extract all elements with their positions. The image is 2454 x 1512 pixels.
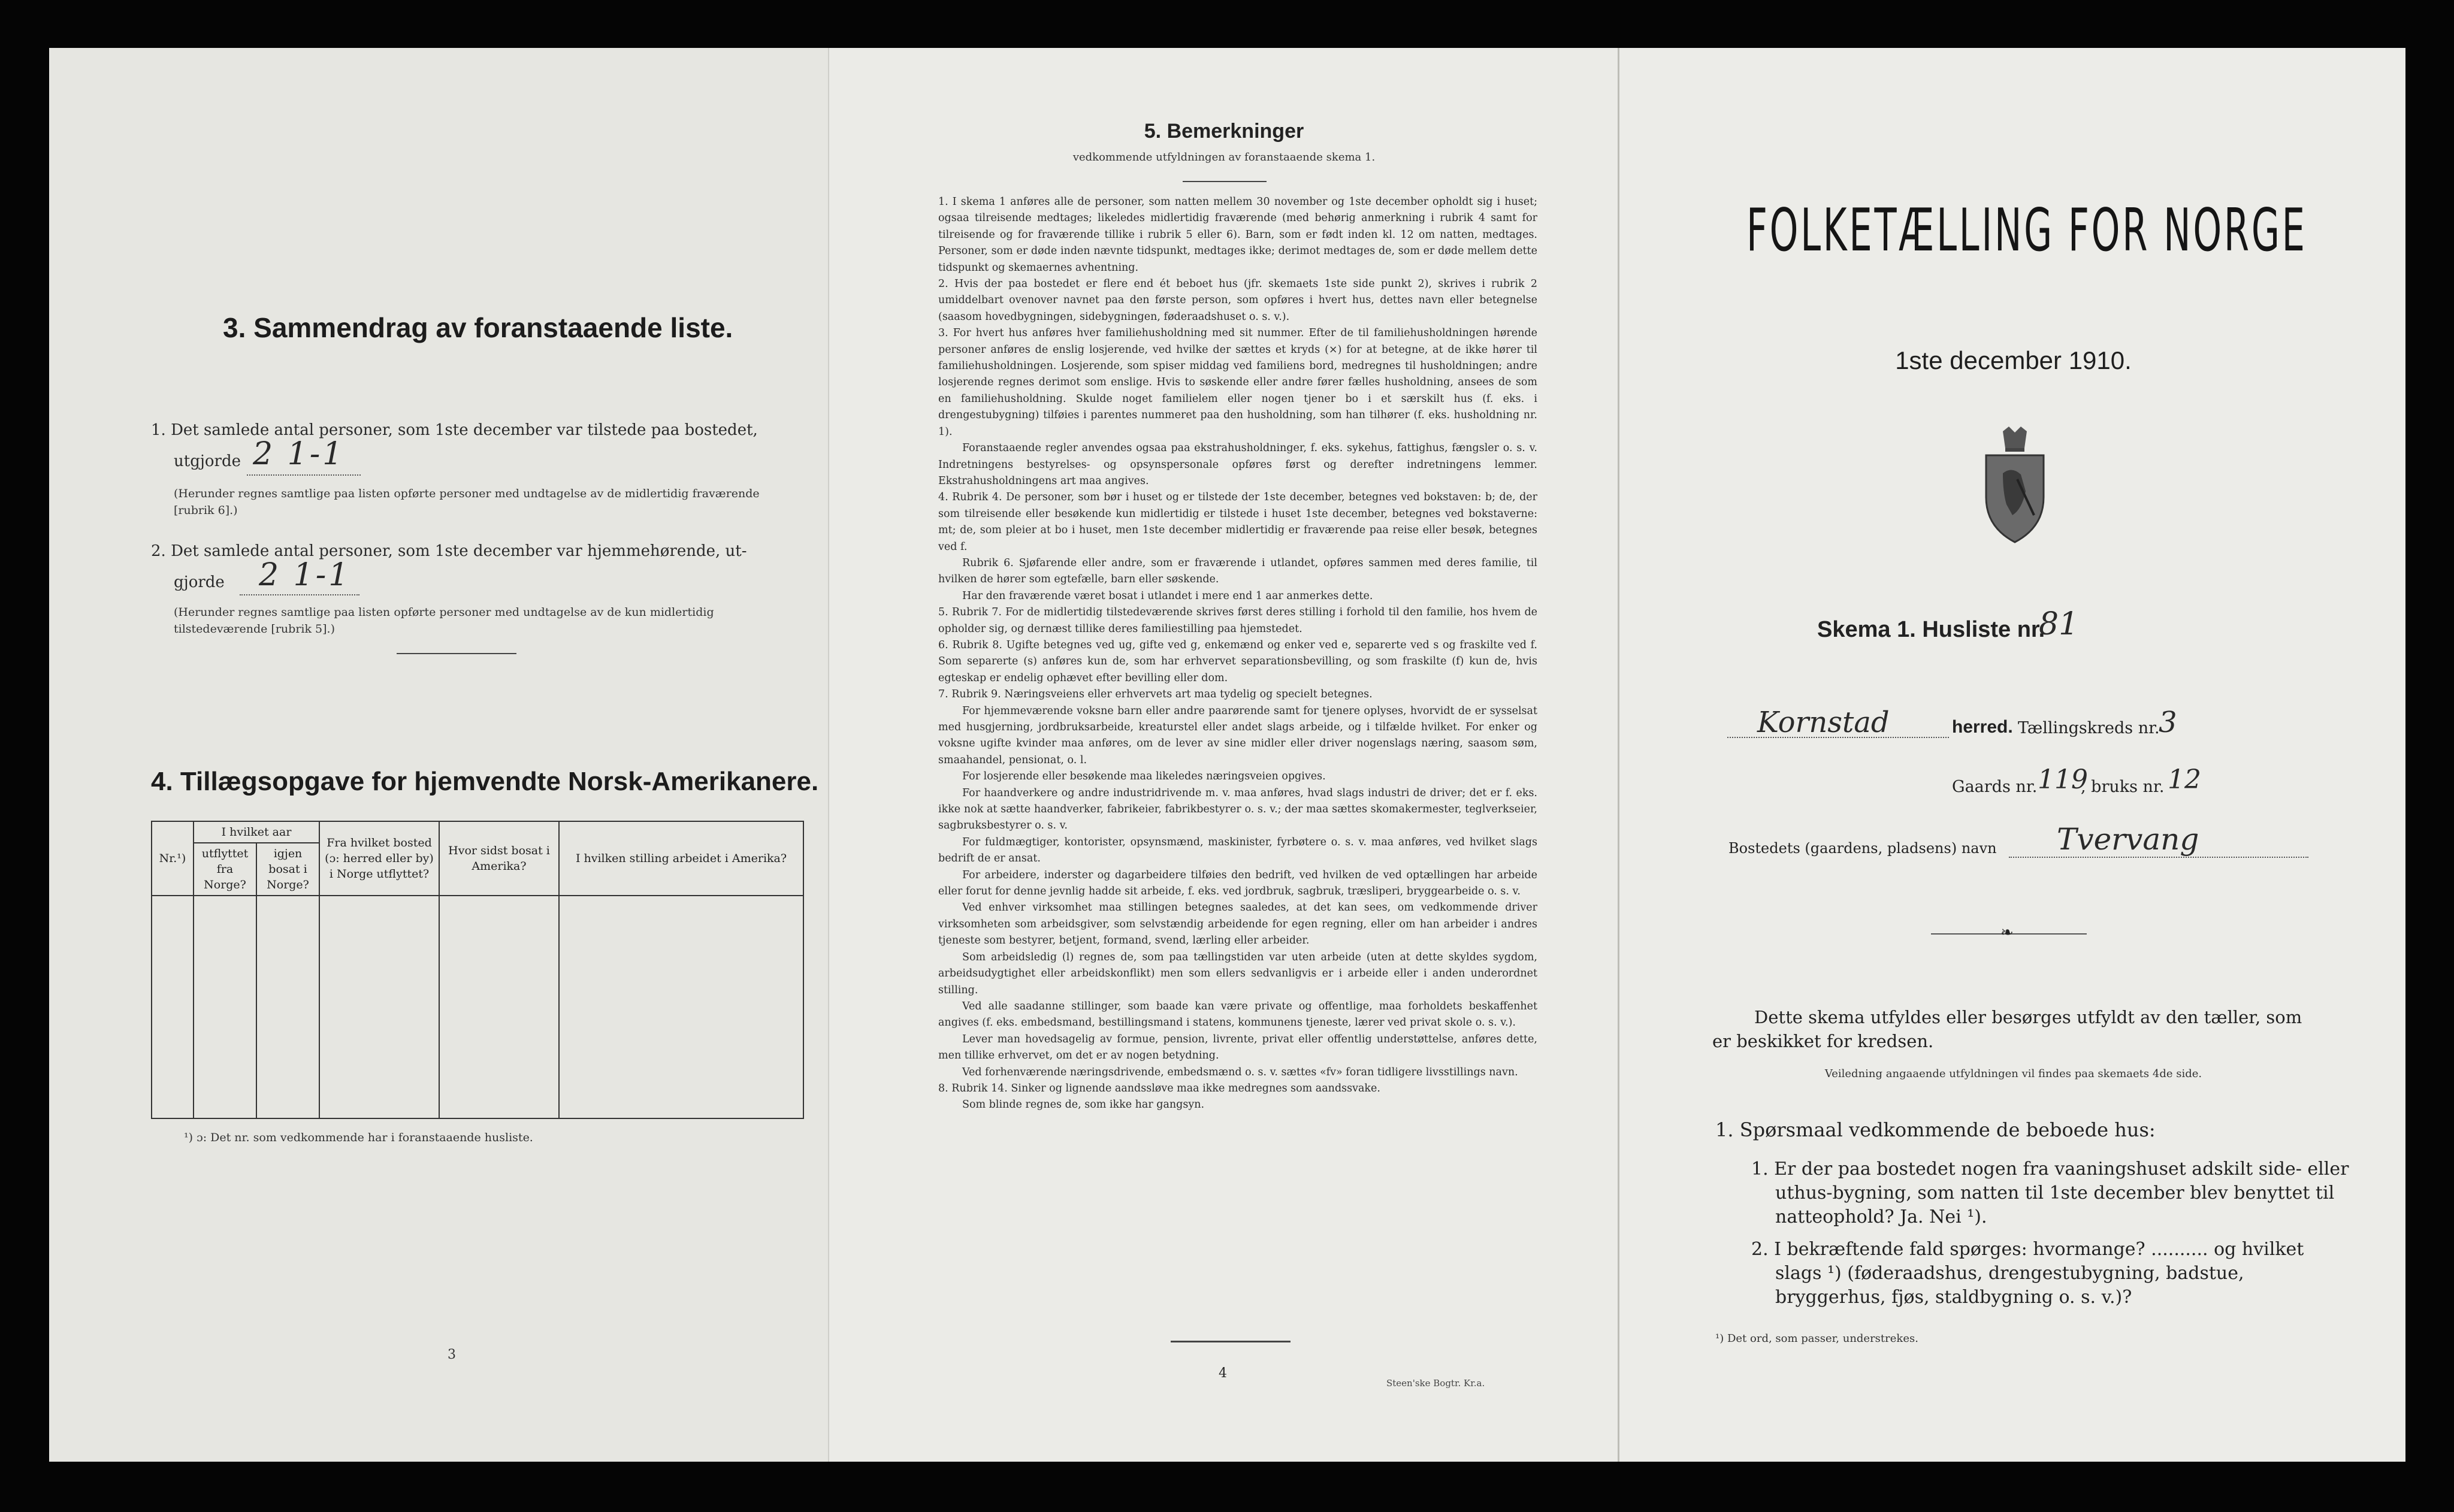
remark-paragraph: Som blinde regnes de, som ikke har gangsyn. bbox=[962, 1099, 1205, 1111]
remark-paragraph: For haandverkere og andre industridrivende m. v. maa anføres, hvad slags industri de driver; det er f. eks. ikke nok at sætte haandverker, fabrikeier, fabrikbestyrer o. s. v.; der maa sættes skomakermester, teglverkseier, sagbruksbestyrer o. s. v. bbox=[938, 787, 1537, 832]
right-footnote: ¹) Det ord, som passer, understrekes. bbox=[1715, 1332, 1918, 1345]
norsk-amerikanere-table bbox=[151, 821, 804, 1119]
col-group-year-header: I hvilket aar bbox=[194, 821, 319, 843]
page-left bbox=[49, 48, 828, 1462]
table-row bbox=[152, 1073, 803, 1118]
gaards-handwriting: 119 bbox=[2038, 764, 2088, 795]
gaards-label: Gaards nr. bbox=[1952, 778, 2038, 796]
remark-paragraph: For hjemmeværende voksne barn eller andre paarørende samt for tjenere oplyses, hvorvidt de er sysselsat med husgjerning, jordbruksarbeide, kreaturstel eller andet slags arbeide, og i tilfælde hvilket. For enker og voksne ugifte kvinder maa anføres, om de lever av sine midler eller driver nogenslags næring, saasom søm, smaahandel, pensionat, o. l. bbox=[938, 704, 1537, 766]
remark-paragraph: Foranstaaende regler anvendes ogsaa paa ekstrahusholdninger, f. eks. sykehus, fattighus, fængsler o. s. v. Indretningens bestyrelses- og opsynspersonale opføres først og derefter indretningens lemmer. Ekstrahusholdningens art maa angives. bbox=[938, 442, 1537, 487]
remark-paragraph: 4. Rubrik 4. De personer, som bør i huset og er tilstede der 1ste december, betegnes ved bokstaven: b; de, der som tilreisende eller besøkende kun midlertidig er tilstede i huset 1ste december, betegnes ved bokstaverne: mt; de, som pleier at bo i huset, men 1ste december midlertidig er fraværende paa reise eller besøk, betegnes ved f. bbox=[938, 491, 1537, 553]
divider bbox=[1171, 1341, 1291, 1342]
table-row bbox=[152, 1029, 803, 1073]
remark-paragraph: 5. Rubrik 7. For de midlertidig tilstedeværende skrives først deres stilling i forhold til den familie, hos hvem de opholder sig, og dernæst tillike deres familiestilling paa hjemstedet. bbox=[938, 606, 1537, 635]
krets-label: Tællingskreds nr. bbox=[2018, 719, 2160, 737]
intro-small-text: Veiledning angaaende utfyldningen vil findes paa skemaets 4de side. bbox=[1824, 1068, 2202, 1080]
col-fra-header: Fra hvilket bosted (ɔ: herred eller by) i Norge utflyttet? bbox=[319, 821, 439, 896]
document-date: 1ste december 1910. bbox=[1895, 346, 2132, 374]
herred-handwriting: Kornstad bbox=[1757, 706, 1890, 739]
bruks-handwriting: 12 bbox=[2168, 764, 2201, 795]
remark-paragraph: Rubrik 6. Sjøfarende eller andre, som er fraværende i utlandet, opføres sammen med deres familie, til hvilken de hører som egtefælle, barn eller søskende. bbox=[938, 557, 1537, 586]
remark-paragraph: 3. For hvert hus anføres hver familiehusholdning med sit nummer. Efter de til familiehusholdningen hørende personer anføres de enslig losjerende, ved hvilke der sættes et kryds (×) for at betegne, at de ikke hører til familiehusholdningen. Losjerende, som spiser middag ved familiens bord, medregnes til husholdningen; andre losjerende regnes derimot som enslige. Hvis to søskende eller andre fører fælles husholdning, ansees de som en familiehusholdning. Skulde noget familielem eller nogen tjener bo i et særskilt hus (f. eks. i drengestubygning) tilføies i parentes nummeret paa den husholdning, som han tilhører (f. eks. husholdning nr. 1). bbox=[938, 327, 1537, 438]
remarks-title: 5. Bemerkninger bbox=[1144, 120, 1304, 143]
summary-item-2: 2. Det samlede antal personer, som 1ste december var hjemmehørende, ut- bbox=[151, 542, 747, 560]
question-2: 2. I bekræftende fald spørges: hvormange? .......... og hvilket slags ¹) (føderaadshus, drengestubygning, badstue, bryggerhus, fjøs, staldbygning o. s. v.)? bbox=[1751, 1239, 2304, 1308]
remark-paragraph: 2. Hvis der paa bostedet er flere end ét beboet hus (jfr. skemaets 1ste side punkt 2), skrives i rubrik 2 umiddelbart ovenover navnet paa den første person, som opføres i hvert hus, dettes navn eller betegnelse (saasom hovedbygningen, sidebygningen, føderaadshuset o. s. v.). bbox=[938, 278, 1537, 323]
remark-paragraph: Ved enhver virksomhet maa stillingen betegnes saaledes, at det kan sees, om vedkommende driver virksomheten som arbeidsgiver, som selvstændig arbeidende for egen regning, eller om han arbeider i andres tjeneste som bestyrer, betjent, formand, svend, lærling eller arbeider. bbox=[938, 902, 1537, 947]
col-stilling-header: I hvilken stilling arbeidet i Amerika? bbox=[559, 821, 803, 896]
col-utflyttet-header: utflyttet fra Norge? bbox=[194, 843, 256, 896]
remark-paragraph: 7. Rubrik 9. Næringsveiens eller erhvervets art maa tydelig og specielt betegnes. bbox=[938, 688, 1373, 701]
ornament-icon: ❧ bbox=[2000, 924, 2014, 942]
remark-paragraph: For fuldmægtiger, kontorister, opsynsmænd, maskinister, fyrbøtere o. s. v. maa anføres, ved hvilket slags bedrift de er ansat. bbox=[938, 836, 1537, 865]
summary-item-2-label: gjorde bbox=[174, 573, 225, 591]
table-row bbox=[152, 941, 803, 985]
page-number: 4 bbox=[1219, 1366, 1227, 1381]
summary-item-1-note: (Herunder regnes samtlige paa listen opførte personer med undtagelse av de midlertidig fraværende [rubrik 6].) bbox=[174, 487, 760, 517]
col-hvor-header: Hvor sidst bosat i Amerika? bbox=[439, 821, 559, 896]
divider bbox=[397, 653, 516, 654]
remark-paragraph: 8. Rubrik 14. Sinker og lignende aandssløve maa ikke medregnes som aandssvake. bbox=[938, 1082, 1380, 1094]
bosted-label: Bostedets (gaardens, pladsens) navn bbox=[1728, 840, 1997, 857]
remark-paragraph: Ved forhenværende næringsdrivende, embedsmænd o. s. v. sættes «fv» foran tidligere livsstillings navn. bbox=[962, 1066, 1518, 1078]
col-igjen-header: igjen bosat i Norge? bbox=[256, 843, 319, 896]
remark-paragraph: Som arbeidsledig (l) regnes de, som paa tællingstiden var uten arbeide (uten at dette skyldes sygdom, arbeidsudygtighet eller arbeidskonflikt) men som ellers sedvanligvis er i arbeide eller i anden underordnet stilling. bbox=[938, 951, 1537, 996]
remark-paragraph: Lever man hovedsagelig av formue, pension, livrente, privat eller offentlig understøttelse, anføres dette, men tillike erhvervet, om det er av nogen betydning. bbox=[938, 1033, 1537, 1062]
dotted-line bbox=[240, 594, 359, 595]
summary-item-1-handwriting: 2 1-1 bbox=[253, 436, 345, 472]
summary-item-1: 1. Det samlede antal personer, som 1ste december var tilstede paa bostedet, bbox=[151, 421, 758, 439]
remarks-subtitle: vedkommende utfyldningen av foranstaaende skema 1. bbox=[1072, 151, 1376, 164]
krets-handwriting: 3 bbox=[2159, 706, 2177, 739]
remarks-body bbox=[938, 194, 1537, 1114]
norway-coat-of-arms-icon bbox=[1979, 425, 2051, 548]
printer-mark: Steen'ske Bogtr. Kr.a. bbox=[1386, 1378, 1485, 1389]
remark-paragraph: Har den fraværende været bosat i utlandet i mere end 1 aar anmerkes dette. bbox=[962, 589, 1373, 602]
herred-label: herred. bbox=[1952, 717, 2013, 737]
schema-label: Skema 1. Husliste nr. bbox=[1817, 617, 2045, 642]
intro-text: Dette skema utfyldes eller besørges utfyldt av den tæller, som er beskikket for kredsen. bbox=[1712, 1007, 2302, 1051]
question-1: 1. Er der paa bostedet nogen fra vaaningshuset adskilt side- eller uthus-bygning, som natten til 1ste december blev benyttet til natteophold? Ja. Nei ¹). bbox=[1751, 1159, 2349, 1227]
remark-paragraph: Ved alle saadanne stillinger, som baade kan være private og offentlige, maa forholdets beskaffenhet angives (f. eks. embedsmand, bestillingsmand i statens, kommunens tjeneste, lærer ved privat skole o. s. v.). bbox=[938, 1000, 1537, 1029]
page-right bbox=[1618, 48, 2405, 1462]
table-footnote: ¹) ɔ: Det nr. som vedkommende har i foranstaaende husliste. bbox=[184, 1131, 533, 1144]
bruks-label: , bruks nr. bbox=[2081, 778, 2165, 796]
remark-paragraph: 1. I skema 1 anføres alle de personer, som natten mellem 30 november og 1ste december opholdt sig i huset; ogsaa tilreisende medtages; likeledes midlertidig fraværende (med behørig anmerkning i rubrik 4 samt for tilreisende og for fraværende tillike i rubrik 5 eller 6). Barn, som er født inden kl. 12 om natten, medtages. Personer, som er døde inden nævnte tidspunkt, medtages ikke; derimot medtages de, som er døde mellem dette tidspunkt og skemaernes avhentning. bbox=[938, 196, 1537, 274]
summary-item-1-label: utgjorde bbox=[174, 452, 241, 470]
page-middle bbox=[828, 48, 1618, 1462]
document-title: FOLKETÆLLING FOR NORGE bbox=[1746, 196, 2307, 265]
dotted-line bbox=[247, 474, 361, 476]
page-number: 3 bbox=[448, 1347, 456, 1362]
table-row bbox=[152, 896, 803, 941]
summary-item-2-note: (Herunder regnes samtlige paa listen opførte personer med undtagelse av de kun midlertidig tilstedeværende [rubrik 5].) bbox=[174, 606, 714, 636]
section-4-title: 4. Tillægsopgave for hjemvendte Norsk-Amerikanere. bbox=[151, 767, 819, 796]
remark-paragraph: For losjerende eller besøkende maa likeledes næringsveien opgives. bbox=[962, 770, 1326, 783]
section-3-title: 3. Sammendrag av foranstaaende liste. bbox=[223, 312, 733, 343]
remark-paragraph: For arbeidere, inderster og dagarbeidere tilføies den bedrift, ved hvilken de ved optællingen har arbeide eller forut for denne jevnlig hadde sit arbeide, f. eks. ved jordbruk, sagbruk, træsliperi, bryggearbeide o. s. v. bbox=[938, 869, 1537, 898]
col-nr-header: Nr.¹) bbox=[152, 821, 194, 896]
divider bbox=[1183, 181, 1267, 182]
dotted-line bbox=[2009, 857, 2308, 858]
bosted-handwriting: Tvervang bbox=[2057, 822, 2199, 857]
summary-item-2-handwriting: 2 1-1 bbox=[259, 557, 351, 593]
table-row bbox=[152, 985, 803, 1029]
remark-paragraph: 6. Rubrik 8. Ugifte betegnes ved ug, gifte ved g, enkemænd og enker ved e, separerte ved s og fraskilte ved f. Som separerte (s) anføres kun de, som har erhvervet separationsbevilling, og som fraskilte (f) kun de, hvis egteskap er endelig ophævet efter bevilling eller dom. bbox=[938, 639, 1537, 684]
husliste-number-handwriting: 81 bbox=[2039, 606, 2079, 642]
questions-heading: 1. Spørsmaal vedkommende de beboede hus: bbox=[1715, 1118, 2156, 1141]
